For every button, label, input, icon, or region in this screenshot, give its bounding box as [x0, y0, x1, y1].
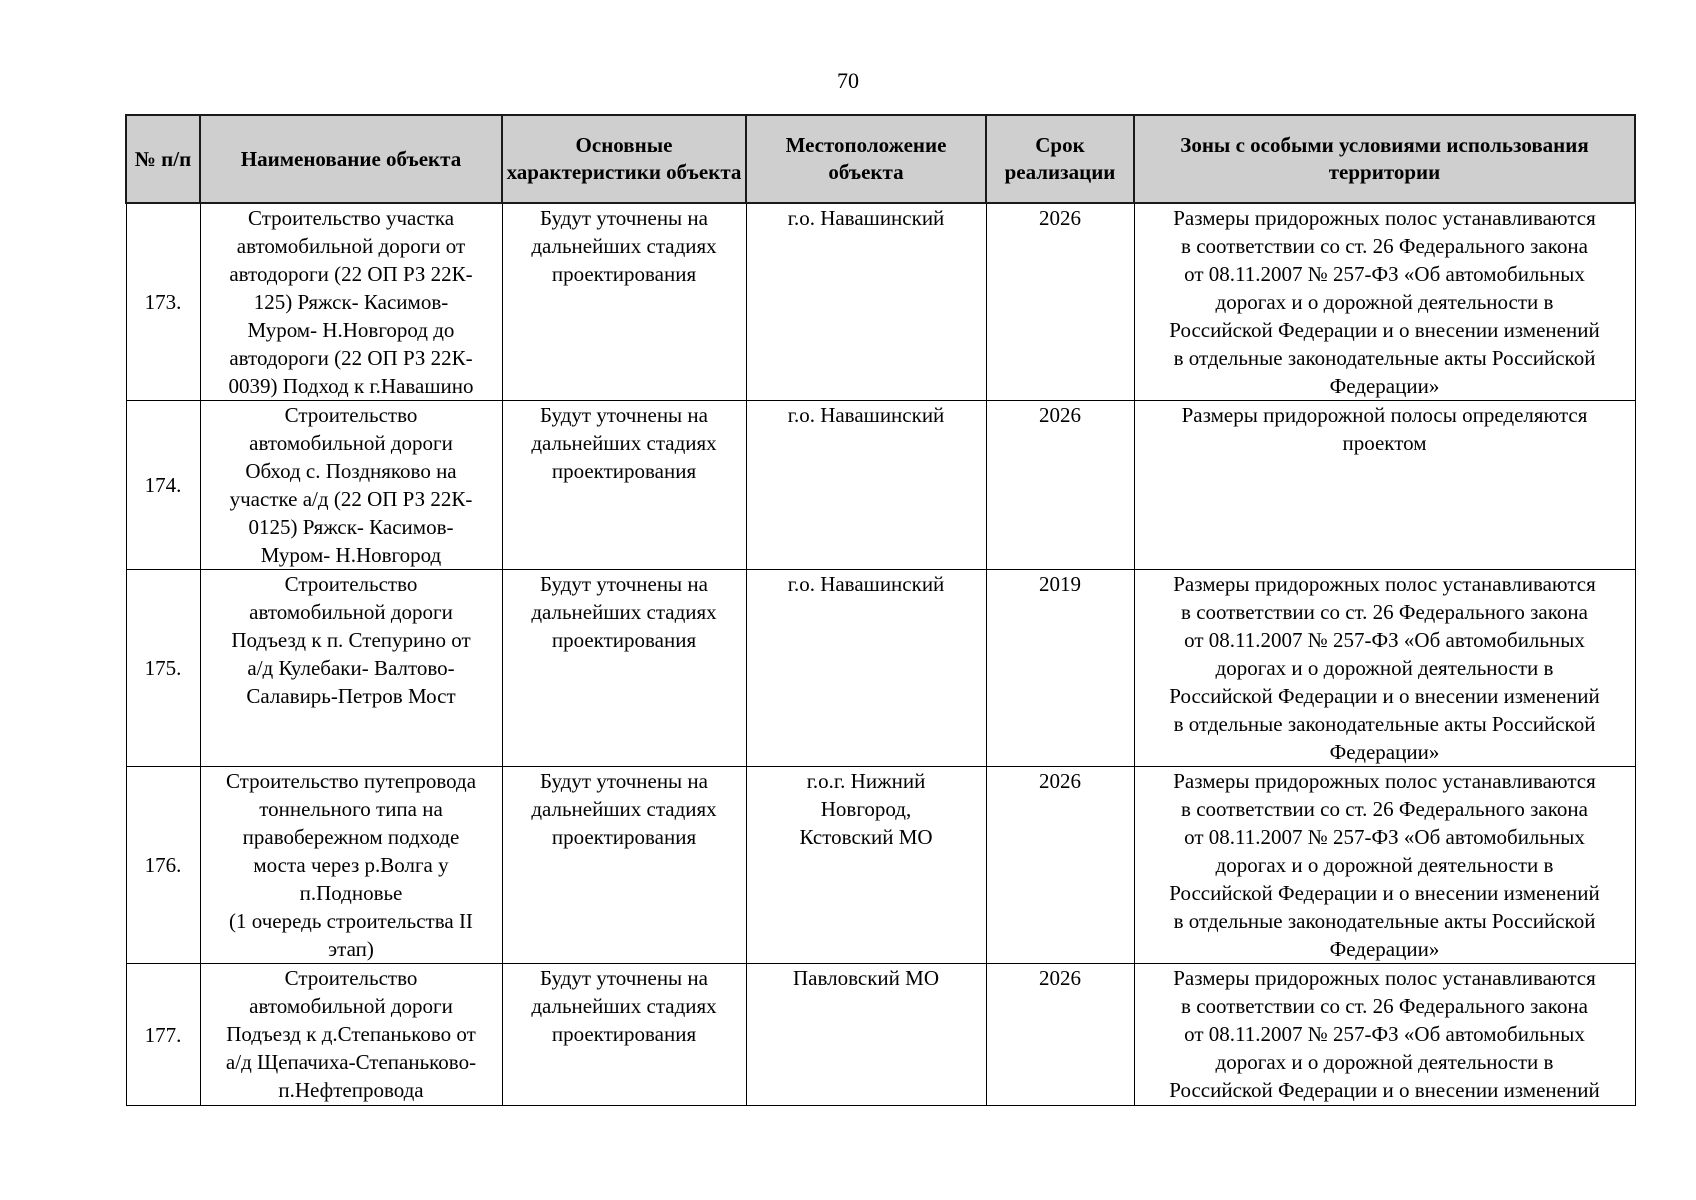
- characteristics-line: проектирования: [551, 628, 697, 652]
- location-line: Новгород,: [820, 797, 912, 821]
- object-name-line: Строительство участка: [247, 206, 455, 230]
- zones-line: от 08.11.2007 № 257-ФЗ «Об автомобильных: [1184, 628, 1585, 652]
- object-name-line: моста через р.Волга у: [253, 853, 449, 877]
- objects-table: [125, 114, 1636, 1106]
- page-number: 70: [837, 68, 859, 93]
- characteristics-line: Будут уточнены на: [540, 206, 708, 230]
- object-name-line: Салавирь-Петров Мост: [246, 684, 456, 708]
- row-number: 175.: [126, 570, 200, 767]
- object-name-cell: [200, 401, 502, 570]
- zones-line: проектом: [1342, 431, 1427, 455]
- table-row: [126, 570, 1635, 767]
- characteristics-cell: [502, 767, 746, 964]
- header-zones: Зоны с особыми условиями использования территории: [1134, 115, 1635, 203]
- characteristics-line: Будут уточнены на: [540, 966, 708, 990]
- header-location: Местоположение объекта: [746, 115, 986, 203]
- characteristics-line: проектирования: [551, 459, 697, 483]
- object-name-line: Строительство путепровода: [225, 769, 477, 793]
- row-number: 173.: [126, 203, 200, 401]
- zones-line: в отдельные законодательные акты Российской: [1173, 712, 1596, 736]
- object-name-line: автодороги (22 ОП РЗ 22К-: [229, 346, 473, 370]
- zones-line: Размеры придорожных полос устанавливаются: [1173, 206, 1596, 230]
- object-name-line: Строительство: [284, 403, 418, 427]
- object-name-line: автомобильной дороги от: [236, 234, 466, 258]
- object-name-cell: [200, 767, 502, 964]
- location-cell: [746, 203, 986, 401]
- characteristics-line: Будут уточнены на: [540, 403, 708, 427]
- object-name-line: тоннельного типа на: [259, 797, 443, 821]
- header-object-name: Наименование объекта: [200, 115, 502, 203]
- object-name-line: а/д Щепачиха-Степаньково-: [225, 1050, 477, 1074]
- zones-line: дорогах и о дорожной деятельности в: [1215, 1050, 1554, 1074]
- object-name-line: автомобильной дороги: [249, 600, 453, 624]
- term-cell: 2019: [986, 570, 1134, 767]
- characteristics-cell: [502, 964, 746, 1106]
- object-name-line: Строительство: [284, 572, 418, 596]
- zones-line: от 08.11.2007 № 257-ФЗ «Об автомобильных: [1184, 262, 1585, 286]
- object-name-line: п.Нефтепровода: [278, 1078, 424, 1102]
- zones-line: Федерации»: [1329, 740, 1440, 764]
- zones-line: Размеры придорожной полосы определяются: [1181, 403, 1588, 427]
- characteristics-cell: [502, 570, 746, 767]
- zones-line: в отдельные законодательные акты Российской: [1173, 909, 1596, 933]
- object-name-line: 0039) Подход к г.Навашино: [228, 374, 474, 398]
- zones-line: от 08.11.2007 № 257-ФЗ «Об автомобильных: [1184, 825, 1585, 849]
- location-line: Кстовский МО: [799, 825, 933, 849]
- characteristics-line: проектирования: [551, 825, 697, 849]
- object-name-line: Подъезд к д.Степаньково от: [226, 1022, 476, 1046]
- object-name-line: п.Подновье: [299, 881, 403, 905]
- object-name-line: 0125) Ряжск- Касимов-: [248, 515, 454, 539]
- header-term: Срок реализации: [986, 115, 1134, 203]
- object-name-cell: [200, 570, 502, 767]
- zones-line: от 08.11.2007 № 257-ФЗ «Об автомобильных: [1184, 1022, 1585, 1046]
- object-name-line: этап): [328, 937, 374, 961]
- location-line: Павловский МО: [793, 966, 939, 990]
- characteristics-cell: [502, 203, 746, 401]
- object-name-cell: [200, 964, 502, 1106]
- object-name-line: автомобильной дороги: [249, 994, 453, 1018]
- header-number: № п/п: [126, 115, 200, 203]
- object-name-line: участке а/д (22 ОП РЗ 22К-: [229, 487, 473, 511]
- header-characteristics: Основные характеристики объекта: [502, 115, 746, 203]
- object-name-line: автодороги (22 ОП РЗ 22К-: [229, 262, 473, 286]
- table-body: [126, 203, 1635, 1106]
- zones-line: Размеры придорожных полос устанавливаются: [1173, 769, 1596, 793]
- location-cell: [746, 767, 986, 964]
- zones-line: Размеры придорожных полос устанавливаются: [1173, 572, 1596, 596]
- characteristics-line: дальнейших стадиях: [531, 431, 717, 455]
- table-row: [126, 401, 1635, 570]
- term-cell: 2026: [986, 401, 1134, 570]
- object-name-line: Муром- Н.Новгород: [260, 543, 442, 567]
- row-number: 176.: [126, 767, 200, 964]
- zones-line: в соответствии со ст. 26 Федерального закона: [1181, 994, 1588, 1018]
- zones-cell: [1134, 203, 1635, 401]
- location-cell: [746, 401, 986, 570]
- location-line: г.о. Навашинский: [787, 572, 945, 596]
- table-row: [126, 964, 1635, 1106]
- zones-cell: [1134, 401, 1635, 570]
- term-cell: 2026: [986, 767, 1134, 964]
- table-row: [126, 767, 1635, 964]
- term-cell: 2026: [986, 203, 1134, 401]
- zones-line: Российской Федерации и о внесении изменений: [1169, 1078, 1600, 1102]
- zones-line: дорогах и о дорожной деятельности в: [1215, 853, 1554, 877]
- object-name-line: правобережном подходе: [242, 825, 460, 849]
- object-name-line: автомобильной дороги: [249, 431, 453, 455]
- zones-line: в соответствии со ст. 26 Федерального закона: [1181, 600, 1588, 624]
- object-name-line: (1 очередь строительства II: [229, 909, 473, 933]
- object-name-line: Обход с. Поздняково на: [245, 459, 457, 483]
- object-name-cell: [200, 203, 502, 401]
- row-number: 177.: [126, 964, 200, 1106]
- object-name-line: 125) Ряжск- Касимов-: [253, 290, 449, 314]
- zones-line: в отдельные законодательные акты Российской: [1173, 346, 1596, 370]
- characteristics-line: проектирования: [551, 262, 697, 286]
- zones-line: Федерации»: [1329, 937, 1440, 961]
- header-row: [126, 115, 1635, 203]
- characteristics-cell: [502, 401, 746, 570]
- characteristics-line: дальнейших стадиях: [531, 994, 717, 1018]
- location-line: г.о. Навашинский: [787, 206, 945, 230]
- zones-line: Российской Федерации и о внесении изменений: [1169, 881, 1600, 905]
- zones-line: Российской Федерации и о внесении изменений: [1169, 684, 1600, 708]
- zones-line: дорогах и о дорожной деятельности в: [1215, 290, 1554, 314]
- zones-line: Размеры придорожных полос устанавливаются: [1173, 966, 1596, 990]
- zones-line: дорогах и о дорожной деятельности в: [1215, 656, 1554, 680]
- characteristics-line: Будут уточнены на: [540, 769, 708, 793]
- object-name-line: Строительство: [284, 966, 418, 990]
- term-cell: 2026: [986, 964, 1134, 1106]
- characteristics-line: проектирования: [551, 1022, 697, 1046]
- zones-cell: [1134, 964, 1635, 1106]
- zones-line: в соответствии со ст. 26 Федерального закона: [1181, 797, 1588, 821]
- table-row: [126, 203, 1635, 401]
- object-name-line: Подъезд к п. Степурино от: [231, 628, 471, 652]
- object-name-line: а/д Кулебаки- Валтово-: [247, 656, 455, 680]
- characteristics-line: дальнейших стадиях: [531, 600, 717, 624]
- zones-cell: [1134, 767, 1635, 964]
- characteristics-line: дальнейших стадиях: [531, 234, 717, 258]
- zones-line: в соответствии со ст. 26 Федерального закона: [1181, 234, 1588, 258]
- location-cell: [746, 570, 986, 767]
- location-line: г.о.г. Нижний: [806, 769, 926, 793]
- location-line: г.о. Навашинский: [787, 403, 945, 427]
- object-name-line: Муром- Н.Новгород до: [247, 318, 455, 342]
- zones-cell: [1134, 570, 1635, 767]
- location-cell: [746, 964, 986, 1106]
- row-number: 174.: [126, 401, 200, 570]
- zones-line: Федерации»: [1329, 374, 1440, 398]
- characteristics-line: Будут уточнены на: [540, 572, 708, 596]
- characteristics-line: дальнейших стадиях: [531, 797, 717, 821]
- zones-line: Российской Федерации и о внесении изменений: [1169, 318, 1600, 342]
